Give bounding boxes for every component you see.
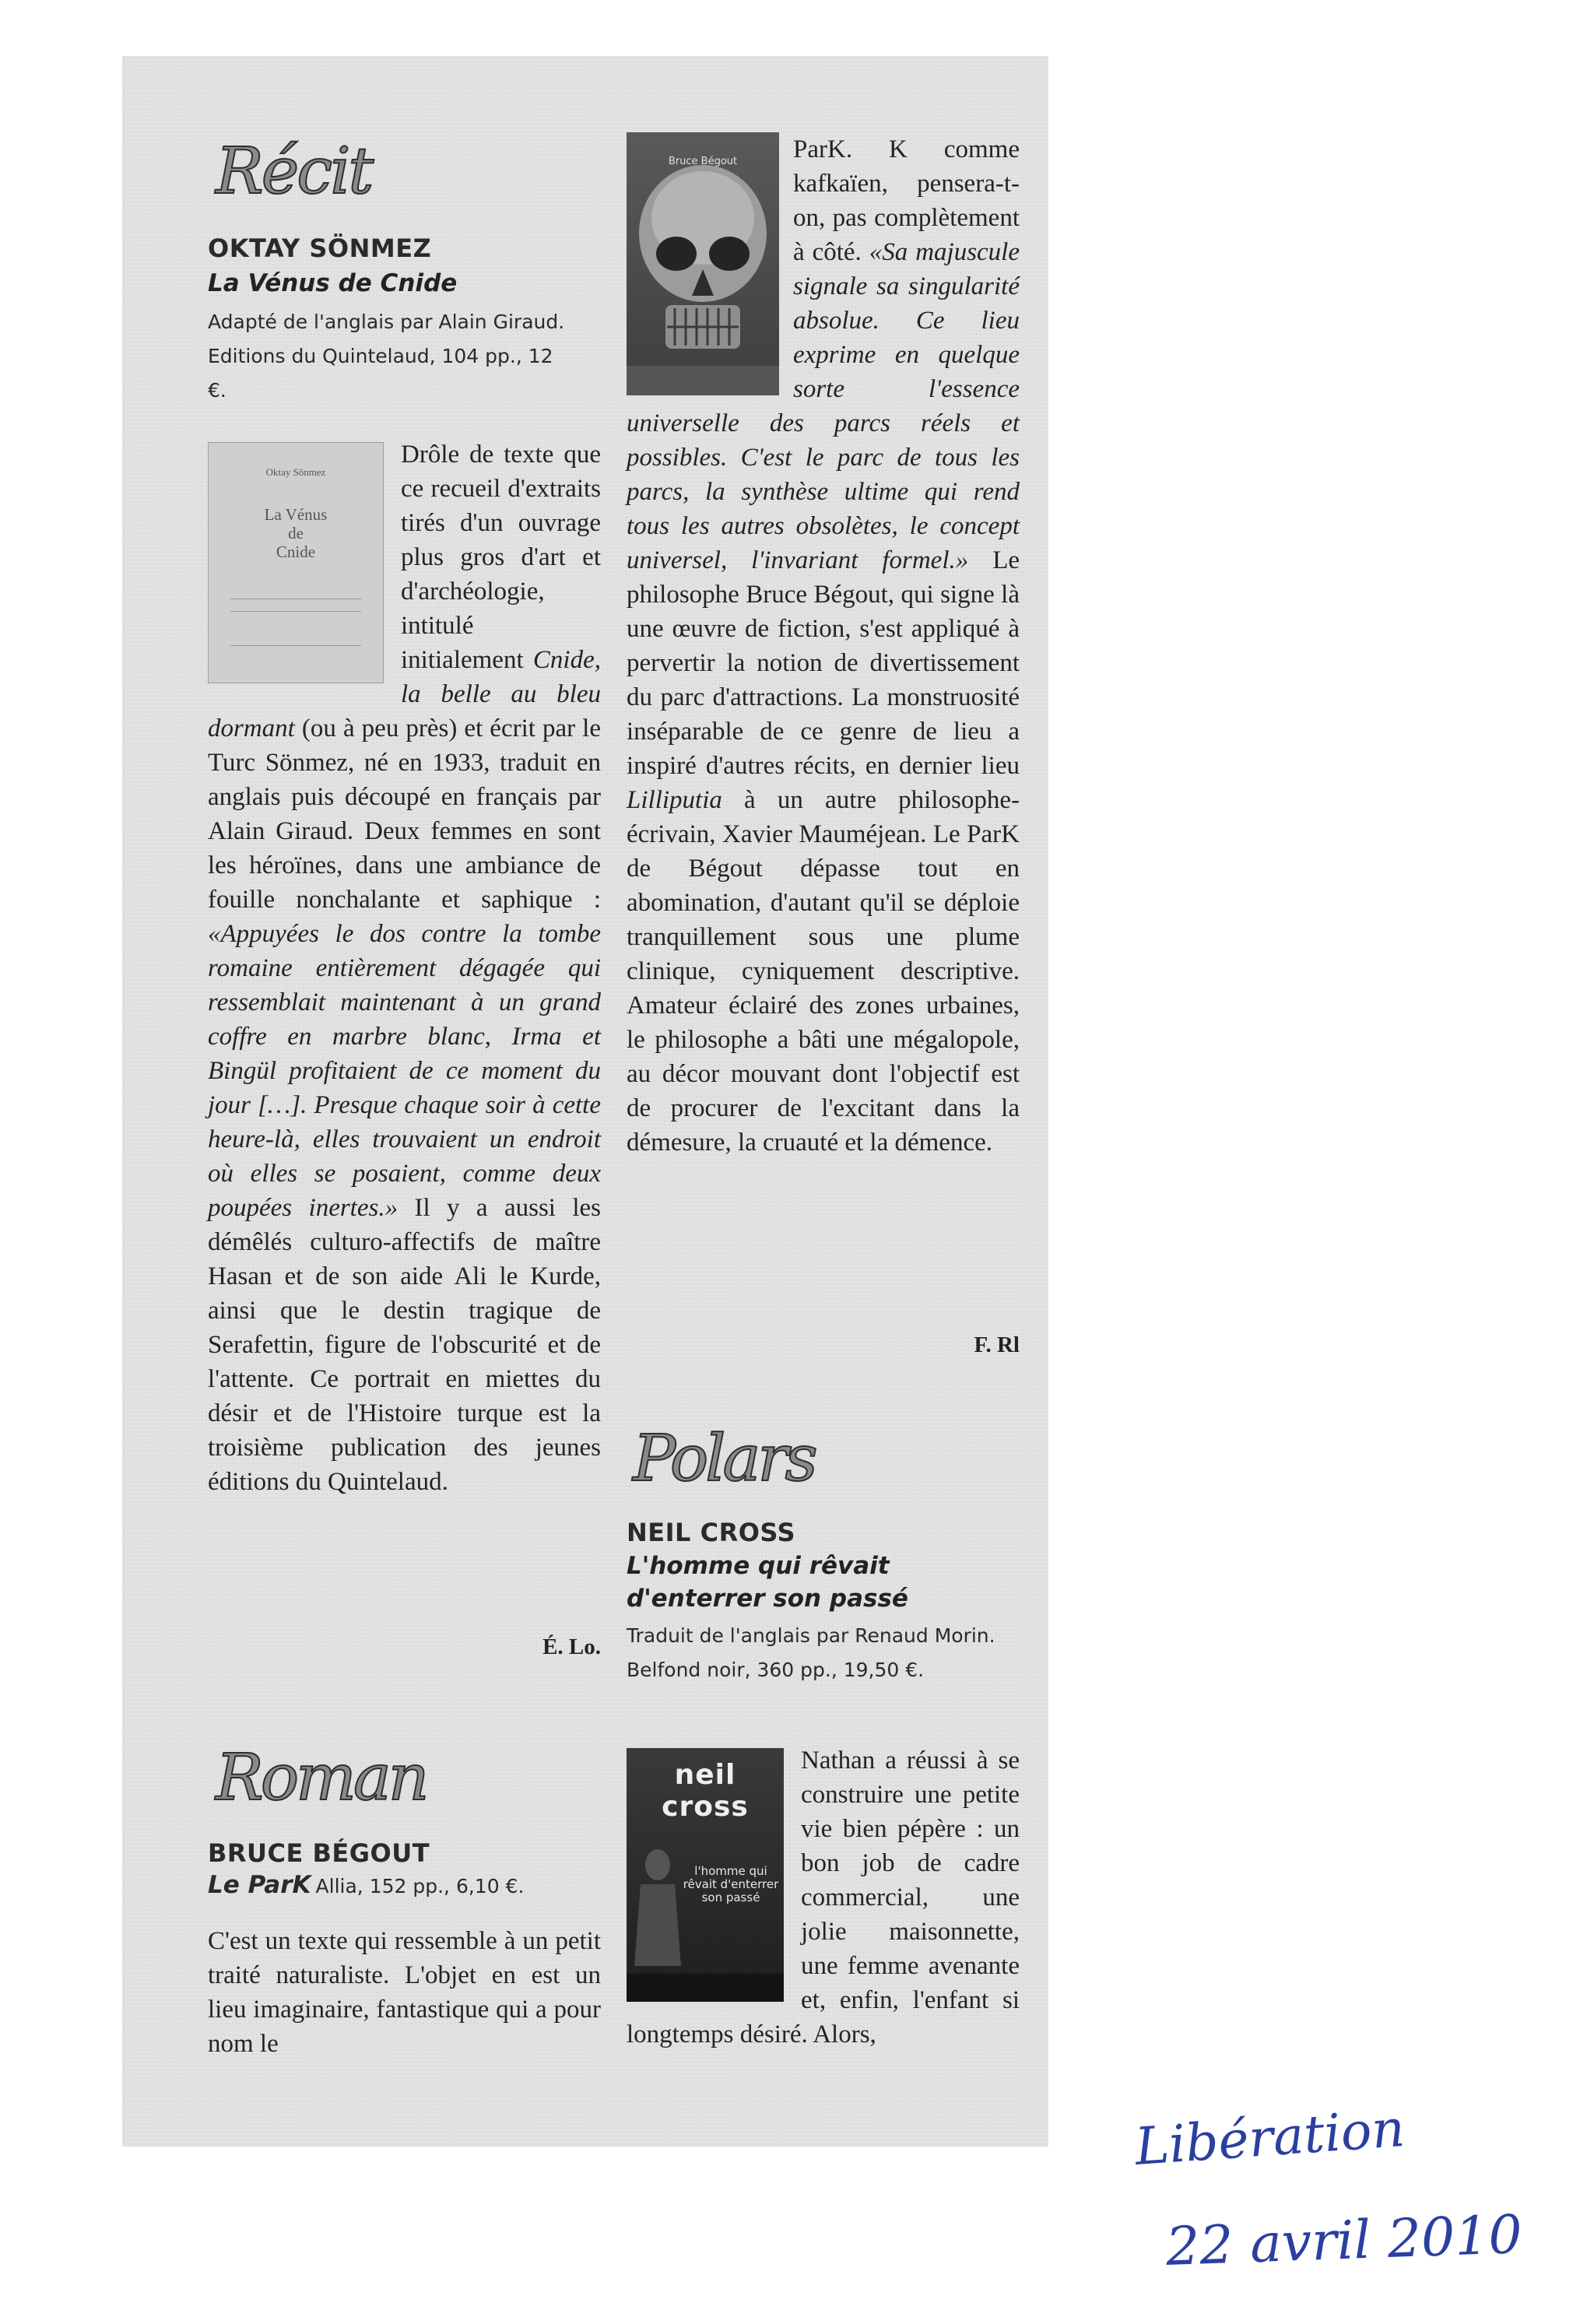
- recit-author: OKTAY SÖNMEZ: [208, 233, 432, 263]
- section-title-recit: Récit: [216, 135, 372, 209]
- text-segment: (ou à peu près) et écrit par le Turc Sönmez, né en 1933, traduit en anglais puis découpé en français par Alain Giraud. Deux femmes en sont les héroïnes, dans une ambiance de fouille nonchalante et saphique :: [208, 714, 601, 914]
- recit-signature: É. Lo.: [542, 1634, 601, 1659]
- recit-cover-title-line: de: [288, 524, 304, 542]
- recit-book-title: La Vénus de Cnide: [208, 269, 458, 297]
- italic-text-segment: «Appuyées le dos contre la tombe romaine entièrement dégagée qui ressemblait maintenant à un grand coffre en marbre blanc, Irma et Bingül profitaient de ce moment du jour […]. Presque chaque soir à cette heure-là, elles trouvaient un endroit où elles se posaient, comme deux poupées inertes.»: [208, 920, 601, 1222]
- text-segment: ParK. K comme kafkaïen, pensera-t-on, pas complètement à côté.: [793, 135, 1020, 266]
- section-title-polars: Polars: [633, 1422, 815, 1496]
- roman-book-title: Le ParK: [208, 1871, 311, 1899]
- polars-publication-info: Traduit de l'anglais par Renaud Morin. Belfond noir, 360 pp., 19,50 €.: [627, 1624, 995, 1681]
- roman-body-text-start: [208, 1924, 601, 2061]
- roman-book-cover: [627, 132, 779, 395]
- polars-cover-title: l'homme qui rêvait d'enterrer son passé: [683, 1864, 779, 1904]
- text-segment: Nathan a réussi à se construire une petite vie bien pépère : un bon job de cadre commercial, une jolie maisonnette, une femme avenante et, enfin, l'enfant si longtemps désiré. Alors,: [627, 1747, 1020, 2048]
- text-segment: C'est un texte qui ressemble à un petit traité naturaliste. L'objet en est un lieu imaginaire, fantastique qui a pour nom le: [208, 1927, 601, 2058]
- recit-cover-title-line: La Vénus: [264, 505, 328, 524]
- polars-book-cover: [627, 1748, 784, 2002]
- roman-cover-author: Bruce Bégout: [668, 156, 738, 167]
- section-title-roman: Roman: [216, 1741, 427, 1815]
- italic-text-segment: «Sa majuscule signale sa singularité absolue. Ce lieu exprime en quelque sorte l'essence universelle des parcs réels et possibles. C'est le parc de tous les parcs, la synthèse ultime qui rend tous les autres obsolètes, le concept universel, l'invariant formel.»: [627, 238, 1020, 574]
- roman-publication-info: Allia, 152 pp., 6,10 €.: [315, 1875, 525, 1897]
- text-segment: Le philosophe Bruce Bégout, qui signe là une œuvre de fiction, s'est appliqué à pervertir la notion de divertissement du parc d'attractions. La monstruosité inséparable de ce genre de lieu a inspiré d'autres récits, en dernier lieu: [627, 546, 1020, 780]
- text-segment: à un autre philosophe-écrivain, Xavier Mauméjean. Le ParK de Bégout dépasse tout en abomination, d'autant qu'il se déploie tranquillement sous une plume clinique, cyniquement descriptive. Amateur éclairé des zones urbaines, le philosophe a bâti une mégalopole, au décor mouvant dont l'objectif est de procurer de l'excitant dans la démesure, la cruauté et la démence.: [627, 786, 1020, 1157]
- polars-author: NEIL CROSS: [627, 1518, 796, 1547]
- cover-rule: [230, 645, 361, 646]
- recit-article: [208, 437, 601, 1499]
- recit-cover-author: Oktay Sönmez: [265, 466, 326, 478]
- text-segment: Il y a aussi les démêlés culturo-affectifs de maître Hasan et de son aide Ali le Kurde, ainsi que le destin tragique de Serafettin, figure de l'obscurité et de l'attente. Ce portrait en miettes du désir et de l'Histoire turque est la troisième publication des jeunes éditions du Quintelaud.: [208, 1194, 601, 1496]
- recit-book-cover: [208, 442, 384, 683]
- roman-author: BRUCE BÉGOUT: [208, 1838, 430, 1868]
- roman-article-continued: [627, 132, 1020, 1160]
- text-segment: Drôle de texte que ce recueil d'extraits tirés d'un ouvrage plus gros d'art et d'archéologie, intitulé initialement: [401, 441, 601, 674]
- roman-signature: F. Rl: [974, 1332, 1020, 1357]
- italic-text-segment: Cnide, la belle au bleu dormant: [208, 646, 601, 742]
- roman-publication-line: [208, 1868, 601, 1904]
- polars-article: [627, 1743, 1020, 2052]
- italic-text-segment: Lilliputia: [627, 786, 722, 814]
- handwritten-date: 22 avril 2010: [1164, 2204, 1524, 2278]
- recit-cover-title: [209, 505, 383, 561]
- newspaper-clipping: [122, 56, 1048, 2147]
- skull-icon: [627, 132, 779, 395]
- recit-cover-title-line: Cnide: [276, 542, 316, 561]
- recit-publication-info: Adapté de l'anglais par Alain Giraud. Editions du Quintelaud, 104 pp., 12 €.: [208, 311, 565, 402]
- polars-book-title-line1: L'homme qui rêvait: [627, 1552, 890, 1580]
- handwritten-source: Libération: [1132, 2098, 1407, 2178]
- polars-cover-author: neil cross: [662, 1759, 749, 1823]
- cover-rule: [230, 611, 361, 612]
- polars-book-title-line2: d'enterrer son passé: [627, 1585, 908, 1613]
